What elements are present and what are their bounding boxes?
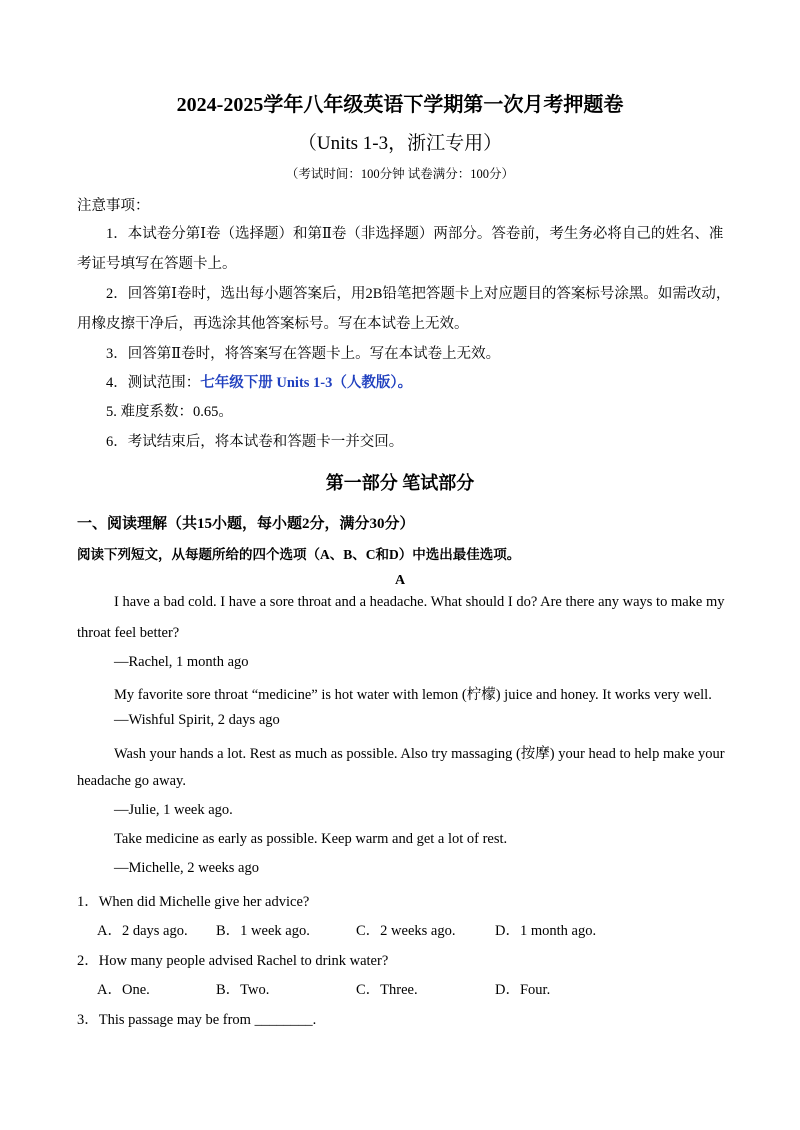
test-scope: 七年级下册 Units 1-3（人教版）。 [200,375,413,391]
passage-signature-1: —Rachel, 1 month ago [114,654,249,670]
note-item-5: 5. 难度系数：0.65。 [106,404,233,420]
exam-info: （考试时间：100分钟 试卷满分：100分） [285,167,515,181]
passage-p2: My favorite sore throat “medicine” is hot water with lemon (柠檬) juice and honey. It works very well. [114,687,712,703]
note-item-1-line-2: 考证号填写在答题卡上。 [77,256,237,272]
question-2-option-d: D．Four. [495,982,551,998]
passage-signature-2: —Wishful Spirit, 2 days ago [114,712,280,728]
notes-heading: 注意事项： [77,198,150,214]
question-1-option-c: C．2 weeks ago. [356,923,456,939]
question-1-option-d: D．1 month ago. [495,923,597,939]
question-2-option-b: B．Two. [216,982,270,998]
section-heading: 一、阅读理解（共15小题，每小题2分，满分30分） [77,516,415,532]
note-item-1-line-1: 1．本试卷分第Ⅰ卷（选择题）和第Ⅱ卷（非选择题）两部分。答卷前，考生务必将自己的姓名、准 [106,226,724,242]
passage-p1-line-1: I have a bad cold. I have a sore throat and a headache. What should I do? Are there any ways to make my [114,594,725,610]
note-item-2-line-2: 用橡皮擦干净后，再选涂其他答案标号。写在本试卷上无效。 [77,316,469,332]
question-3-stem: 3．This passage may be from ________. [77,1012,317,1028]
section-instruction: 阅读下列短文，从每题所给的四个选项（A、B、C和D）中选出最佳选项。 [77,547,521,562]
passage-p4: Take medicine as early as possible. Keep warm and get a lot of rest. [114,831,508,847]
note-item-6: 6．考试结束后，将本试卷和答题卡一并交回。 [106,434,404,450]
passage-p3-line-2: headache go away. [77,773,186,789]
passage-p1-line-2: throat feel better? [77,625,180,641]
note-item-2-line-1: 2．回答第Ⅰ卷时，选出每小题答案后，用2B铅笔把答题卡上对应题目的答案标号涂黑。如需改动， [106,286,731,302]
question-1-stem: 1．When did Michelle give her advice? [77,894,310,910]
passage-signature-4: —Michelle, 2 weeks ago [114,860,259,876]
question-2-option-c: C．Three. [356,982,418,998]
passage-signature-3: —Julie, 1 week ago. [114,802,233,818]
part-title: 第一部分 笔试部分 [325,473,475,493]
note-item-3: 3．回答第Ⅱ卷时，将答案写在答题卡上。写在本试卷上无效。 [106,346,501,362]
passage-p3-line-1: Wash your hands a lot. Rest as much as possible. Also try massaging (按摩) your head to help make your [114,746,725,762]
passage-label: A [394,573,406,588]
page-title: 2024-2025学年八年级英语下学期第一次月考押题卷 [176,94,624,116]
note-item-4-prefix: 4．测试范围： [106,375,201,391]
page-subtitle: （Units 1-3，浙江专用） [297,133,503,154]
note-item-4 [106,371,412,392]
question-1-option-a: A．2 days ago. [97,923,188,939]
question-2-option-a: A．One. [97,982,150,998]
question-2-stem: 2．How many people advised Rachel to drink water? [77,953,389,969]
question-1-option-b: B．1 week ago. [216,923,310,939]
